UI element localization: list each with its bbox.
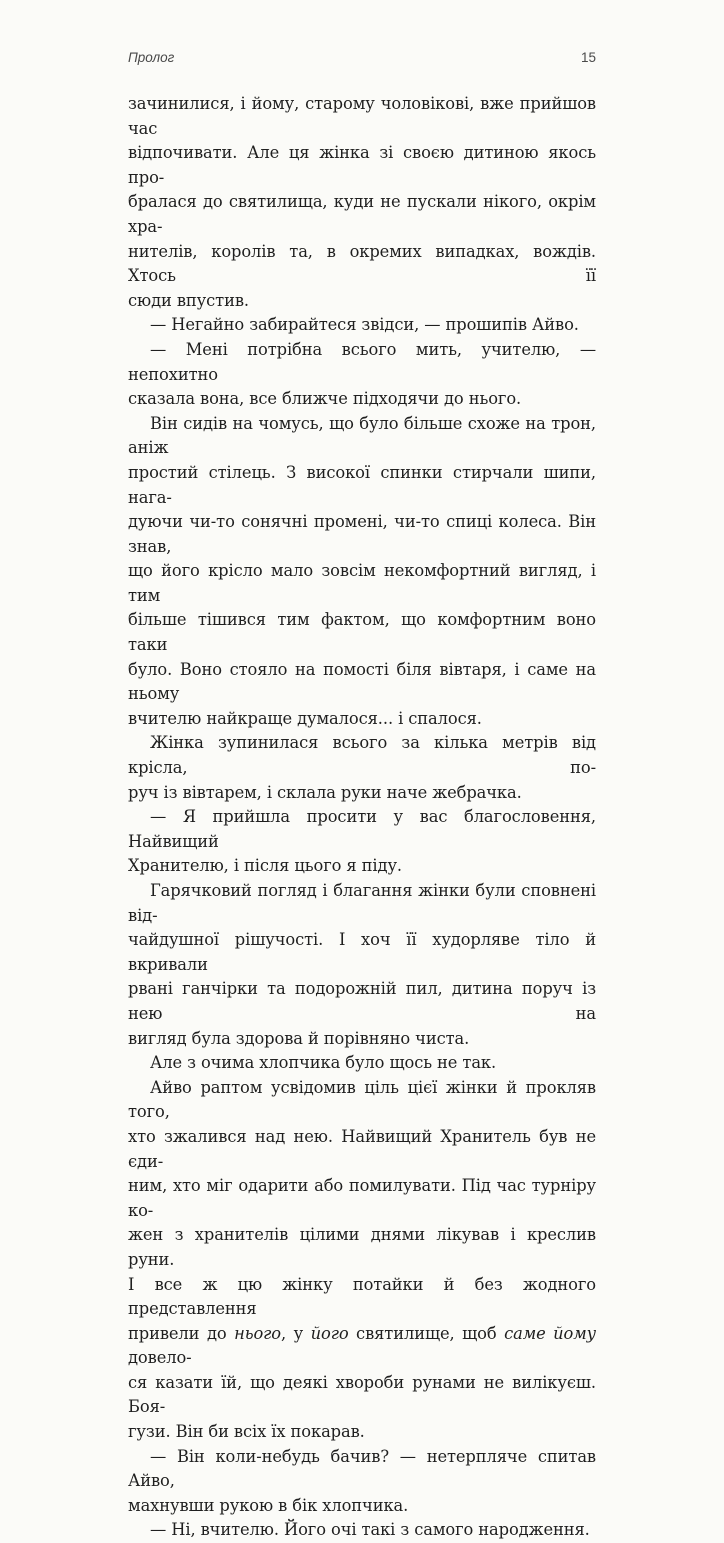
- text-line: що його крісло мало зовсім некомфортний вигляд, і тим: [128, 561, 596, 605]
- text-segment: , у: [281, 1323, 311, 1343]
- text-line: сюди впустив.: [128, 290, 249, 310]
- page-number: 15: [580, 50, 596, 65]
- text-line: І все ж цю жінку потайки й без жодного представлення: [128, 1274, 596, 1319]
- text-line: махнувши рукою в бік хлопчика.: [128, 1495, 409, 1515]
- running-header: [128, 50, 596, 65]
- text-line: Але з очима хлопчика було щось не так.: [150, 1053, 497, 1073]
- text-segment: довело-: [128, 1348, 192, 1368]
- text-line: — Він коли-небудь бачив? — нетерпляче спитав Айво,: [128, 1446, 596, 1491]
- text-line: хто зжалився над нею. Найвищий Хранитель був не єди-: [128, 1126, 596, 1171]
- text-line: руч із вівтарем, і склала руки наче жебрачка.: [128, 782, 522, 802]
- text-line: Він сидів на чомусь, що було більше схоже на трон, аніж: [128, 413, 596, 458]
- text-line: гузи. Він би всіх їх покарав.: [128, 1422, 365, 1442]
- emphasis-text: нього: [234, 1323, 282, 1343]
- text-segment: привели до: [128, 1323, 235, 1343]
- text-line: відпочивати. Але ця жінка зі своєю дитиною якось про-: [128, 143, 596, 187]
- chapter-title: Пролог: [128, 50, 175, 65]
- body-text: [128, 92, 596, 1543]
- emphasis-text: його: [310, 1323, 349, 1343]
- text-line: було. Воно стояло на помості біля вівтаря, і саме на ньому: [128, 659, 596, 704]
- text-line: дуючи чи-то сонячні промені, чи-то спиці колеса. Він знав,: [128, 512, 596, 556]
- text-line: ся казати їй, що деякі хвороби рунами не вилікуєш. Боя-: [128, 1372, 596, 1417]
- text-line: Айво раптом усвідомив ціль цієї жінки й прокляв того,: [128, 1077, 596, 1122]
- text-line: Гарячковий погляд і благання жінки були сповнені від-: [128, 881, 596, 925]
- text-line: зачинилися, і йому, старому чоловікові, вже прийшов час: [128, 94, 596, 138]
- text-line: — Негайно забирайтеся звідси, — прошипів Айво.: [150, 315, 579, 335]
- text-line: [128, 1322, 596, 1371]
- text-segment: святилище, щоб: [348, 1323, 505, 1343]
- text-line: рвані ганчірки та подорожній пил, дитина поруч із нею на: [128, 979, 596, 1023]
- text-line: вигляд була здорова й порівняно чиста.: [128, 1028, 470, 1048]
- text-line: вчителю найкраще думалося... і спалося.: [128, 708, 482, 728]
- text-line: — Я прийшла просити у вас благословення, Найвищий: [128, 807, 596, 851]
- text-line: — Ні, вчителю. Його очі такі з самого народження.: [150, 1520, 590, 1540]
- text-line: бралася до святилища, куди не пускали нікого, окрім хра-: [128, 192, 596, 236]
- text-line: жен з хранителів цілими днями лікував і креслив руни.: [128, 1225, 596, 1269]
- text-line: нителів, королів та, в окремих випадках, вождів. Хтось її: [128, 241, 596, 286]
- emphasis-text: саме йому: [504, 1323, 596, 1343]
- text-line: сказала вона, все ближче підходячи до нього.: [128, 389, 522, 409]
- text-line: ним, хто міг одарити або помилувати. Під час турніру ко-: [128, 1176, 596, 1220]
- text-line: — Мені потрібна всього мить, учителю, — непохитно: [128, 339, 596, 384]
- text-line: Жінка зупинилася всього за кілька метрів від крісла, по-: [128, 733, 596, 778]
- text-line: Хранителю, і після цього я піду.: [128, 856, 403, 876]
- text-line: чайдушної рішучості. І хоч її худорляве тіло й вкривали: [128, 930, 596, 974]
- text-line: більше тішився тим фактом, що комфортним воно таки: [128, 610, 596, 655]
- text-line: простий стілець. З високої спинки стирчали шипи, нага-: [128, 462, 596, 507]
